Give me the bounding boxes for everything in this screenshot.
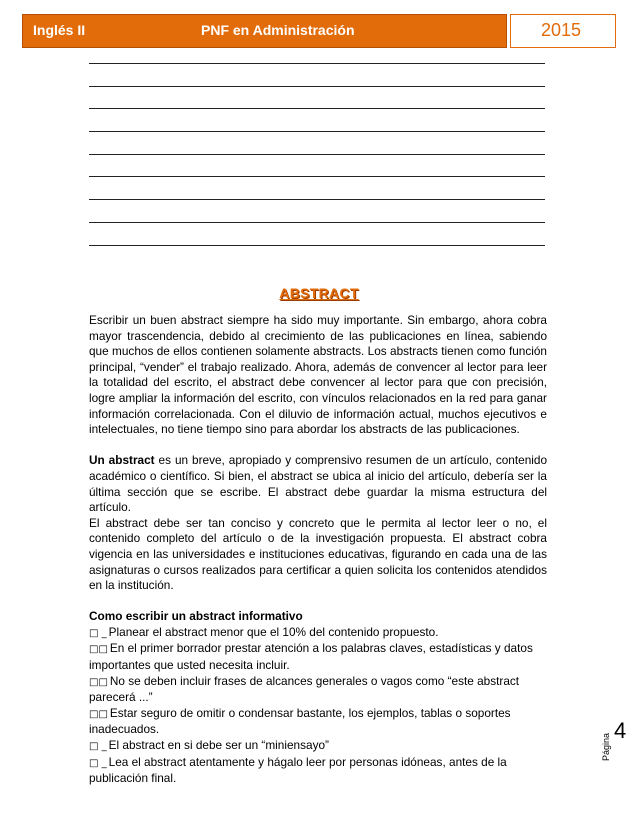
paragraph-purpose: El abstract debe ser tan conciso y concreto que le permita al lector leer o no, el contenido completo del artículo o de la investigación propuesta. El abstract cobra vigencia en las universidades e instituciones educativas, figurando en cada una de las asignaturas o cursos realizados para certificar a quien solicita los contenidos atendidos en la institución. bbox=[89, 515, 547, 593]
header-bar bbox=[22, 14, 507, 48]
list-item-text: Lea el abstract atentamente y hágalo leer por personas idóneas, antes de la publicación final. bbox=[89, 754, 507, 786]
bullet-marker: □□ bbox=[89, 676, 108, 688]
blank-line bbox=[89, 176, 545, 177]
bullet-marker: □ _ bbox=[89, 741, 107, 753]
blank-line bbox=[89, 108, 545, 109]
list-item-text: En el primer borrador prestar atención a los palabras claves, estadísticas y datos importantes que usted necesita incluir. bbox=[89, 641, 533, 673]
page-header bbox=[22, 14, 616, 48]
year-box bbox=[510, 14, 616, 48]
document-body bbox=[89, 313, 547, 787]
list-heading: Como escribir un abstract informativo bbox=[89, 609, 303, 624]
list-item bbox=[89, 738, 547, 755]
answer-lines bbox=[89, 63, 545, 267]
list-item bbox=[89, 706, 547, 738]
blank-line bbox=[89, 245, 545, 246]
bullet-marker: □ _ bbox=[89, 627, 107, 639]
blank-line bbox=[89, 63, 545, 64]
list-item-text: El abstract en si debe ser un “miniensayo” bbox=[108, 738, 329, 753]
blank-line bbox=[89, 154, 545, 155]
paragraph-definition bbox=[89, 453, 547, 515]
list-item bbox=[89, 625, 547, 642]
guidelines-list bbox=[89, 625, 547, 787]
section-title: ABSTRACT bbox=[279, 285, 359, 301]
definition-text: es un breve, apropiado y comprensivo resumen de un artículo, contenido académico o científico. Si bien, el abstract se ubica al inicio del artículo, debería ser la última sección que se escribe. El abstract debe guardar la misma estructura del artículo. bbox=[89, 453, 548, 515]
list-item bbox=[89, 755, 547, 787]
page-number bbox=[601, 718, 628, 770]
bullet-marker: □ _ bbox=[89, 757, 107, 769]
blank-line bbox=[89, 222, 545, 223]
blank-line bbox=[89, 86, 545, 87]
list-item-text: Estar seguro de omitir o condensar bastante, los ejemplos, tablas o soportes inadecuados. bbox=[89, 705, 511, 737]
course-title: Inglés II bbox=[33, 22, 86, 38]
definition-lead: Un abstract bbox=[89, 453, 155, 468]
list-item-text: Planear el abstract menor que el 10% del contenido propuesto. bbox=[108, 624, 439, 639]
list-item bbox=[89, 641, 547, 673]
blank-line bbox=[89, 199, 545, 200]
bullet-marker: □□ bbox=[89, 708, 108, 720]
bullet-marker: □□ bbox=[89, 644, 108, 656]
program-title: PNF en Administración bbox=[201, 22, 355, 38]
blank-line bbox=[89, 131, 545, 132]
page-digit: 4 bbox=[614, 718, 627, 743]
year-label: 2015 bbox=[541, 20, 582, 40]
list-item-text: No se deben incluir frases de alcances generales o vagos como “este abstract parecerá ...” bbox=[89, 673, 520, 705]
list-item bbox=[89, 674, 547, 706]
page-word: Página bbox=[601, 732, 612, 762]
paragraph-intro: Escribir un buen abstract siempre ha sido muy importante. Sin embargo, ahora cobra mayor trascendencia, debido al crecimiento de las publicaciones en línea, sabiendo que muchos de ellos contienen solamente abstracts. Los abstracts tienen como función principal, “vender” el trabajo realizado. Ahora, además de convencer al lector para leer la totalidad del escrito, el abstract debe convencer al lector para que con precisión, logre ampliar la información del escrito, con vínculos relacionados en la red para ganar información correlacionada. Con el diluvio de información actual, muchos ejecutivos e intelectuales, no tiene tiempo sino para abordar los abstracts de las publicaciones. bbox=[89, 313, 547, 437]
